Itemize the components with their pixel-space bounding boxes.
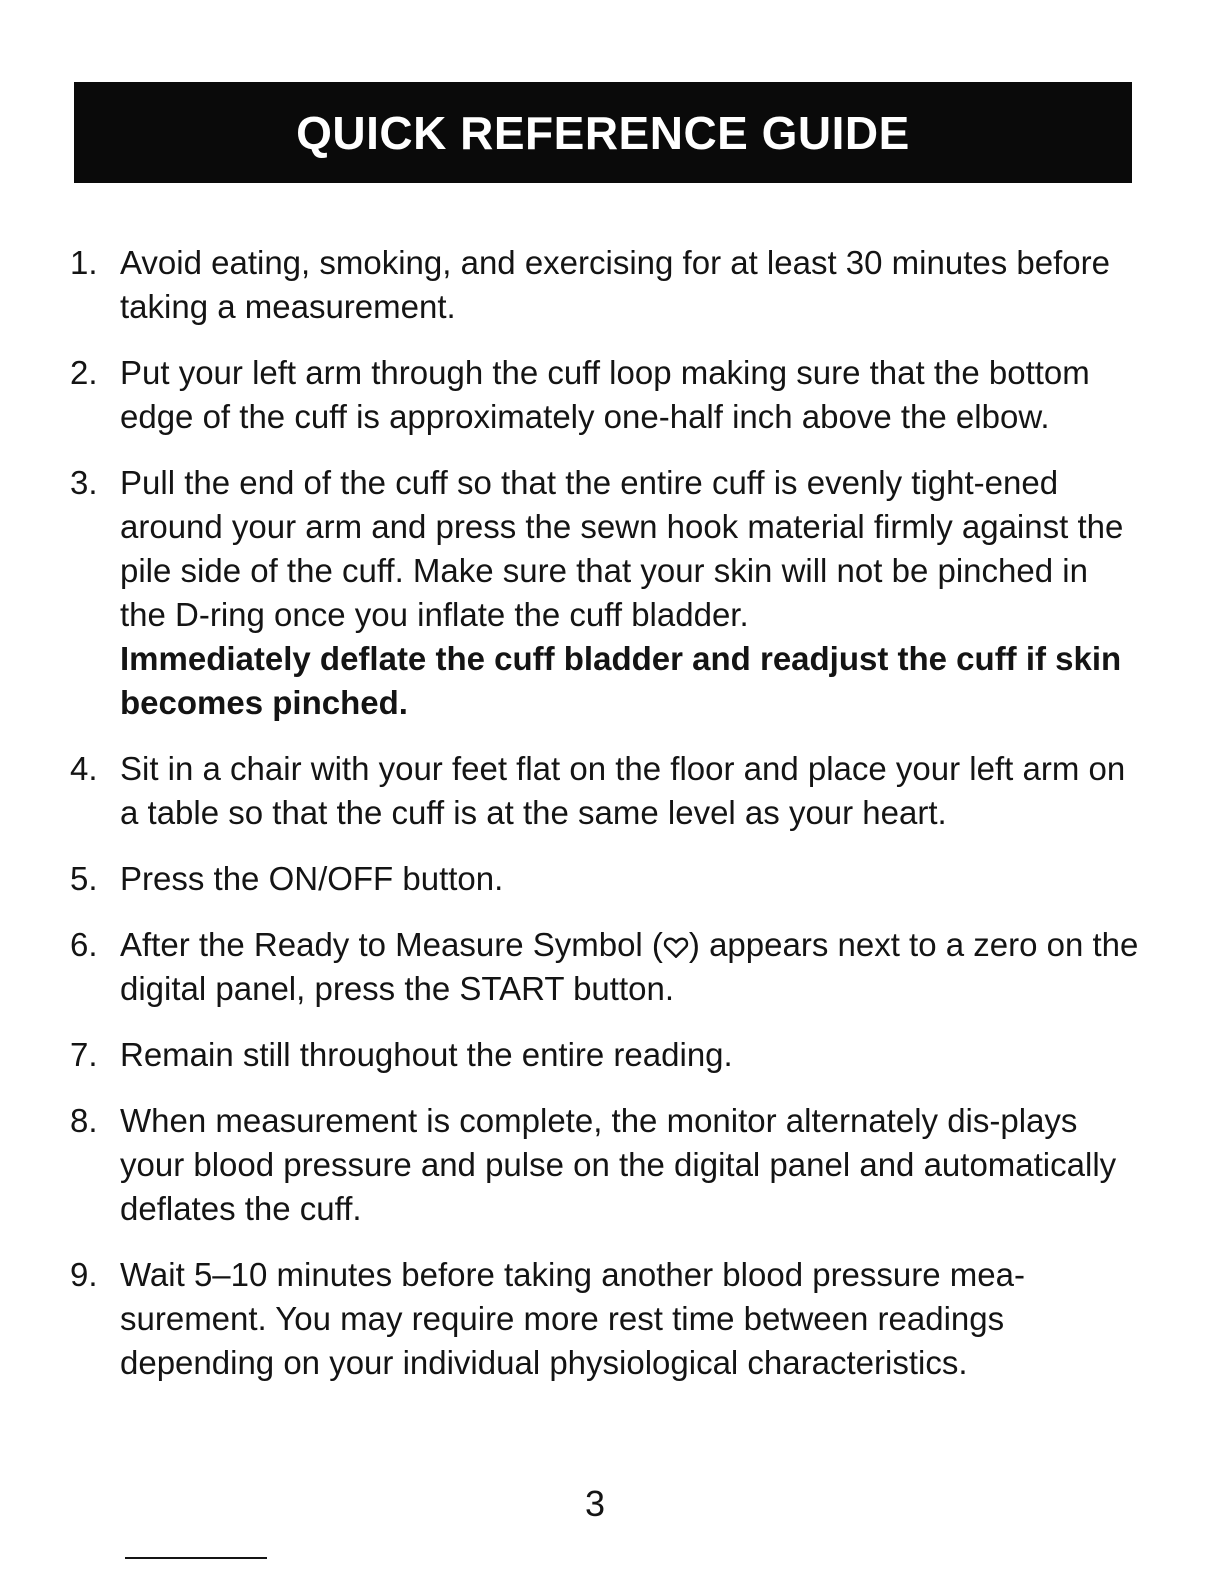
step-number: 1.: [70, 244, 98, 281]
step-text-after-icon: ) appears next to a zero on the digital panel, press the START button.: [120, 926, 1139, 1007]
step-number: 2.: [70, 354, 98, 391]
step-text: When measurement is complete, the monitor alternately dis-plays your blood pressure and pulse on the digital panel and automatically deflates the cuff.: [120, 1102, 1117, 1227]
list-item-step-1: [70, 241, 1140, 329]
step-text: Press the ON/OFF button.: [120, 860, 504, 897]
list-item-step-4: [70, 747, 1140, 835]
list-item-step-3: [70, 461, 1140, 725]
step-text: Pull the end of the cuff so that the entire cuff is evenly tight-ened around your arm and press the sewn hook material firmly against the pile side of the cuff. Make sure that your skin will not be pinched in the D-ring once you inflate the cuff bladder.: [120, 464, 1124, 633]
instruction-list: [70, 241, 1140, 1407]
step-number: 5.: [70, 860, 98, 897]
step-number: 6.: [70, 926, 98, 963]
page-number: 3: [584, 1483, 606, 1524]
step-number: 4.: [70, 750, 98, 787]
footer-divider: [125, 1557, 267, 1559]
page-title: QUICK REFERENCE GUIDE: [296, 106, 910, 159]
step-text: Put your left arm through the cuff loop making sure that the bottom edge of the cuff is approximately one-half inch above the elbow.: [120, 354, 1090, 435]
step-text-container: [120, 461, 1140, 725]
step-text-container: [120, 923, 1140, 1011]
step-number: 7.: [70, 1036, 98, 1073]
list-item-step-7: [70, 1033, 1140, 1077]
header-banner: [74, 82, 1132, 183]
heart-icon: [663, 934, 689, 960]
step-text: Sit in a chair with your feet flat on the floor and place your left arm on a table so that the cuff is at the same level as your heart.: [120, 750, 1126, 831]
step-text: Avoid eating, smoking, and exercising for at least 30 minutes before taking a measurement.: [120, 244, 1110, 325]
step-number: 3.: [70, 464, 98, 501]
list-item-step-6: [70, 923, 1140, 1011]
list-item-step-9: [70, 1253, 1140, 1385]
list-item-step-5: [70, 857, 1140, 901]
step-number: 8.: [70, 1102, 98, 1139]
list-item-step-2: [70, 351, 1140, 439]
step-warning-text: Immediately deflate the cuff bladder and readjust the cuff if skin becomes pinched.: [120, 640, 1122, 721]
step-text: Wait 5–10 minutes before taking another blood pressure mea-surement. You may require more rest time between readings depending on your individual physiological characteristics.: [120, 1256, 1025, 1381]
list-item-step-8: [70, 1099, 1140, 1231]
step-text: Remain still throughout the entire reading.: [120, 1036, 733, 1073]
step-text-before-icon: After the Ready to Measure Symbol (: [120, 926, 663, 963]
step-number: 9.: [70, 1256, 98, 1293]
